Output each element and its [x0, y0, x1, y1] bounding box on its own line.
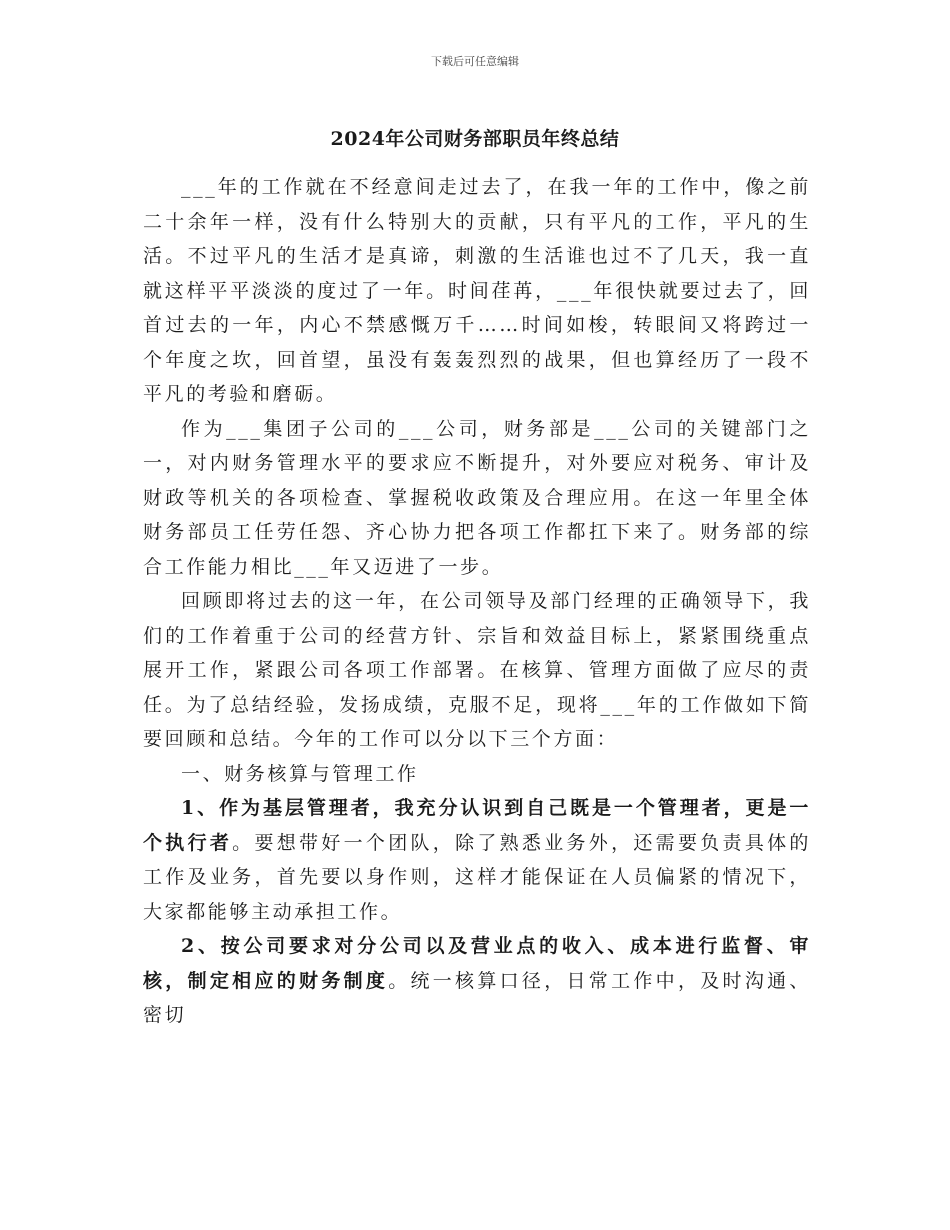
paragraph-item-1	[143, 791, 811, 929]
section-heading-1: 一、财务核算与管理工作	[181, 762, 419, 785]
paragraph-item-2	[143, 929, 811, 1033]
item-2-text: 。统一核算口径，日常工作中，及时沟通、密切	[143, 969, 811, 1026]
paragraph-review: 回顾即将过去的这一年，在公司领导及部门经理的正确领导下，我们的工作着重于公司的经营方针、宗旨和效益目标上，紧紧围绕重点展开工作，紧跟公司各项工作部署。在核算、管理方面做了应尽的责任。为了总结经验，发扬成绩，克服不足，现将___年的工作做如下简要回顾和总结。今年的工作可以分以下三个方面：	[143, 590, 811, 750]
item-2-bold-lead: 2、按公司要求对分公司以及营业点的收入、成本进行监督、审核，制定相应的财务制度	[143, 935, 811, 992]
paragraph-role: 作为___集团子公司的___公司，财务部是___公司的关键部门之一，对内财务管理水平的要求应不断提升，对外要应对税务、审计及财政等机关的各项检查、掌握税收政策及合理应用。在这一年里全体财务部员工任劳任怨、齐心协力把各项工作都扛下来了。财务部的综合工作能力相比___年又迈进了一步。	[143, 417, 811, 578]
paragraph-intro: ___年的工作就在不经意间走过去了，在我一年的工作中，像之前二十余年一样，没有什么特别大的贡献，只有平凡的工作，平凡的生活。不过平凡的生活才是真谛，刺激的生活谁也过不了几天，我一直就这样平平淡淡的度过了一年。时间荏苒，___年很快就要过去了，回首过去的一年，内心不禁感慨万千……时间如梭，转眼间又将跨过一个年度之坎，回首望，虽没有轰轰烈烈的战果，但也算经历了一段不平凡的考验和磨砺。	[143, 176, 811, 405]
header-note: 下载后可任意编辑	[431, 55, 519, 68]
item-1-text: 。要想带好一个团队，除了熟悉业务外，还需要负责具体的工作及业务，首先要以身作则，这样才能保证在人员偏紧的情况下，大家都能够主动承担工作。	[143, 831, 812, 923]
document-body	[143, 170, 811, 1033]
document-title: 2024年公司财务部职员年终总结	[330, 128, 620, 150]
item-1-bold-lead: 1、作为基层管理者，我充分认识到自己既是一个管理者，更是一个执行者	[143, 797, 811, 854]
